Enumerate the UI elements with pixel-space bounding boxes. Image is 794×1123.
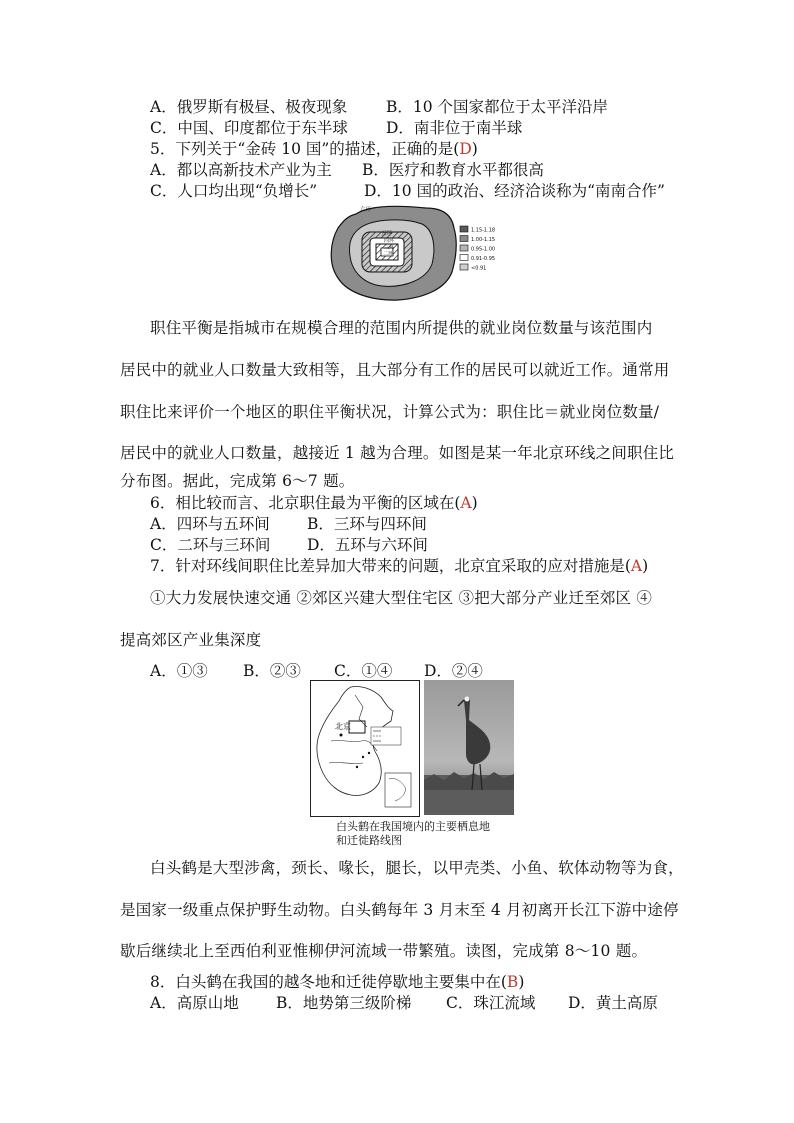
- ring-label-2: 二环: [383, 251, 394, 257]
- q4-option-b: B．10 个国家都位于太平洋沿岸: [386, 98, 609, 116]
- passage1-line1: 职住平衡是指城市在规模合理的范围内所提供的就业岗位数量与该范围内: [150, 319, 653, 337]
- q5-option-a: A．都以高新技术产业为主: [150, 161, 332, 179]
- q7-items-line1: ①大力发展快速交通 ②郊区兴建大型住宅区 ③把大部分产业迁至郊区 ④: [150, 589, 653, 607]
- beijing-ring-map: [326, 202, 516, 302]
- q6-option-c: C．二环与三环间: [150, 536, 271, 554]
- passage2-line3: 歇后继续北上至西伯利亚惟柳伊河流域一带繁殖。读图，完成第 8～10 题。: [120, 942, 648, 960]
- legend-label-3: 0.91-0.95: [471, 256, 496, 262]
- q5-answer: D: [459, 140, 472, 158]
- ring-label-5: 五环: [381, 231, 393, 237]
- q5-option-c: C．人口均出现“负增长”: [150, 182, 318, 200]
- q8-option-d: D．黄土高原: [568, 994, 658, 1012]
- q4-option-d: D．南非位于南半球: [386, 119, 523, 137]
- passage2-line1: 白头鹤是大型涉禽，颈长、喙长，腿长，以甲壳类、小鱼、软体动物等为食，: [150, 859, 684, 877]
- q6-answer: A: [460, 494, 472, 512]
- q7-stem-prefix: 7．针对环线间职住比差异加大带来的问题，北京宜采取的应对措施是(: [150, 557, 631, 575]
- ring-label-4: 四环: [384, 238, 395, 244]
- q7-stem: [150, 556, 648, 576]
- legend-label-1: 1.00-1.15: [471, 237, 496, 243]
- ring-label-3: 三环: [384, 245, 395, 251]
- q8-stem: [150, 972, 524, 992]
- q6-option-a: A．四环与五环间: [150, 515, 270, 533]
- passage1-line4: 居民中的就业人口数量，越接近 1 越为合理。如图是某一年北京环线之间职住比: [120, 444, 675, 462]
- passage1-line2: 居民中的就业人口数量大致相等，且大部分有工作的居民可以就近工作。通常用: [120, 361, 670, 379]
- legend-swatch-4: [460, 264, 468, 270]
- passage1-line3: 职住比来评价一个地区的职住平衡状况，计算公式为：职住比＝就业岗位数量/: [120, 403, 660, 421]
- q5-option-b: B．医疗和教育水平都很高: [362, 161, 544, 179]
- crane-habitat-map: [310, 680, 420, 817]
- q8-stem-suffix: ): [518, 973, 525, 991]
- q7-option-c: C．①④: [334, 662, 393, 680]
- q5-option-d: D．10 国的政治、经济洽谈称为“南南合作”: [364, 182, 665, 200]
- q6-option-b: B．三环与四环间: [307, 515, 427, 533]
- q8-option-a: A．高原山地: [150, 994, 239, 1012]
- map2-caption-line2: 和迁徙路线图: [336, 834, 402, 847]
- crane-photo: [424, 680, 514, 815]
- passage2-line2: 是国家一级重点保护野生动物。白头鹤每年 3 月末至 4 月初离开长江下游中途停: [120, 901, 679, 919]
- q5-stem-prefix: 5．下列关于“金砖 10 国”的描述，正确的是(: [150, 140, 460, 158]
- legend-label-0: 1.15-1.18: [471, 227, 496, 234]
- legend-swatch-0: [460, 226, 468, 232]
- legend-swatch-2: [460, 245, 468, 251]
- q6-stem-suffix: ): [471, 494, 478, 512]
- q8-option-c: C．珠江流域: [446, 994, 536, 1012]
- q7-items-line2: 提高郊区产业集深度: [120, 631, 262, 649]
- q8-stem-prefix: 8．白头鹤在我国的越冬地和迁徙停歇地主要集中在(: [150, 973, 507, 991]
- map2-caption-line1: 白头鹤在我国境内的主要栖息地: [336, 820, 490, 833]
- legend-swatch-3: [460, 255, 468, 261]
- legend-label-4: <0.91: [471, 265, 487, 272]
- q8-answer: B: [506, 973, 519, 991]
- q7-answer: A: [630, 557, 643, 575]
- q6-stem-prefix: 6．相比较而言、北京职住最为平衡的区域在(: [150, 494, 461, 512]
- q7-option-b: B．②③: [243, 662, 301, 680]
- q8-option-b: B．地势第三级阶梯: [276, 994, 412, 1012]
- map-legend: [460, 226, 495, 272]
- q5-stem: [150, 139, 478, 159]
- q7-option-a: A．①③: [150, 662, 208, 680]
- passage1-line5: 分布图。据此，完成第 6～7 题。: [120, 472, 355, 490]
- q7-stem-suffix: ): [642, 557, 649, 575]
- beijing-label: 北京: [335, 722, 351, 731]
- q7-option-d: D．②④: [424, 662, 483, 680]
- q4-option-a: A．俄罗斯有极昼、极夜现象: [150, 98, 348, 116]
- legend-label-2: 0.95-1.00: [471, 246, 496, 253]
- q5-stem-suffix: ): [471, 140, 478, 158]
- q6-stem: [150, 493, 478, 513]
- q6-option-d: D．五环与六环间: [307, 536, 428, 554]
- q4-option-c: C．中国、印度都位于东半球: [150, 119, 348, 137]
- ring-label-6: 六环: [360, 207, 372, 213]
- legend-swatch-1: [460, 236, 468, 242]
